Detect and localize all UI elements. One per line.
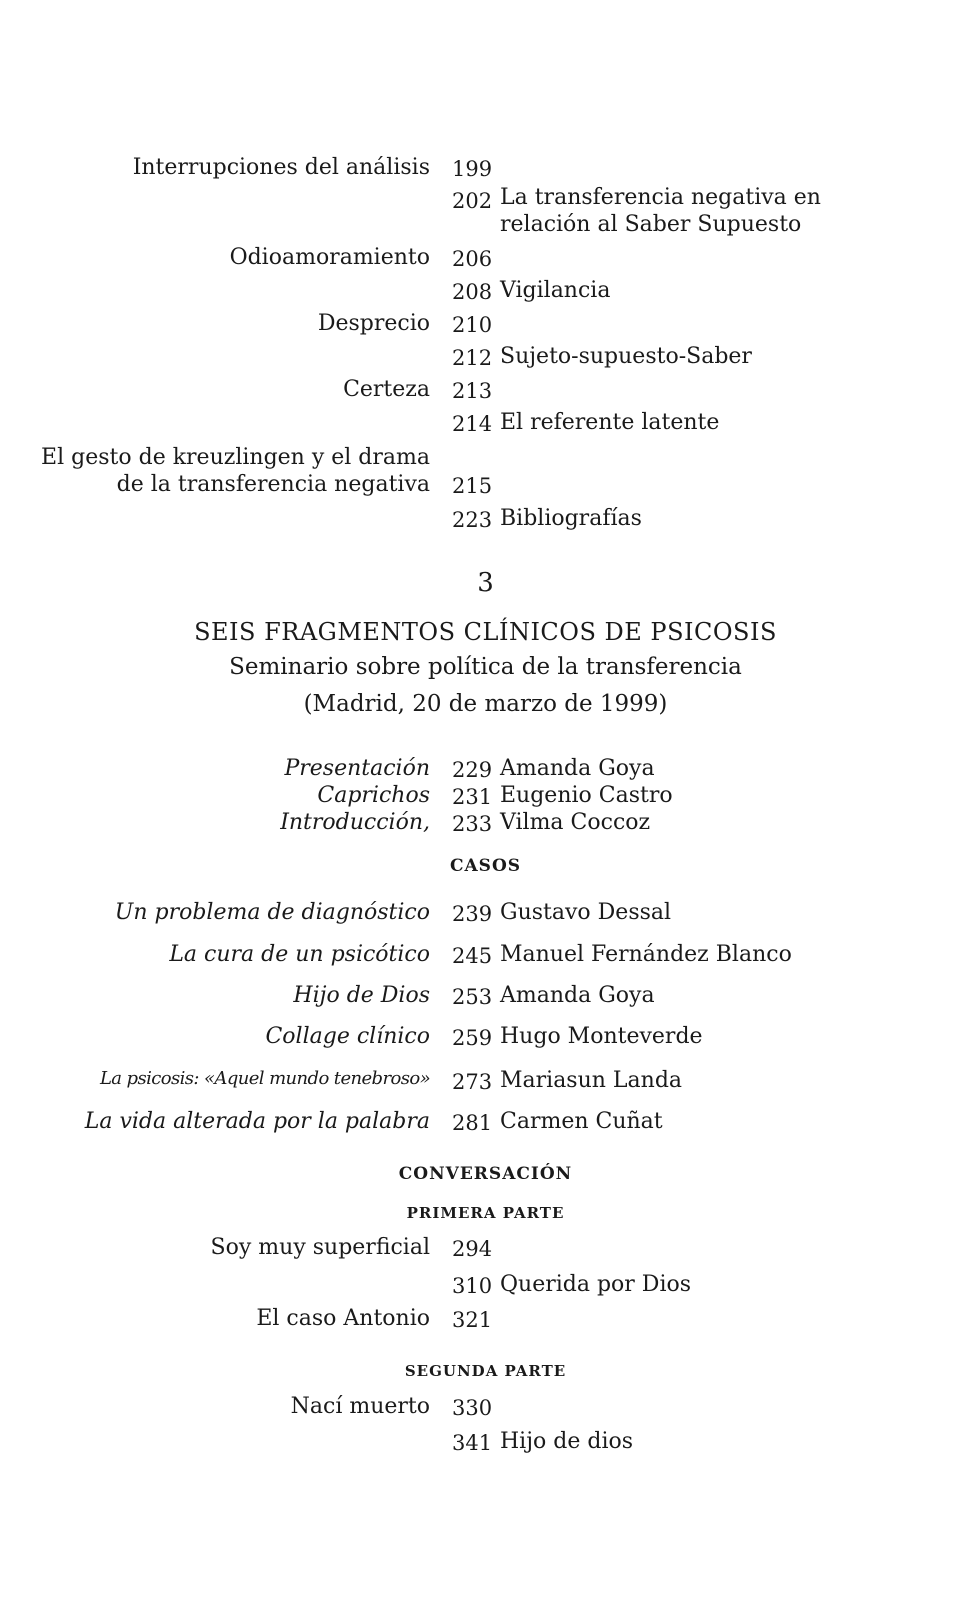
toc-page-number: 215 bbox=[452, 474, 493, 498]
toc-page-number: 341 bbox=[452, 1431, 493, 1455]
toc-page-number: 253 bbox=[452, 985, 493, 1009]
toc-page-number: 199 bbox=[452, 157, 493, 181]
toc-page-number: 310 bbox=[452, 1274, 493, 1298]
toc-page-number: 330 bbox=[452, 1396, 493, 1420]
toc-entry-title: Querida por Dios bbox=[500, 1272, 692, 1297]
subsection-heading-segunda-parte: SEGUNDA PARTE bbox=[404, 1362, 567, 1380]
toc-entry-title: La psicosis: «Aquel mundo tenebroso» bbox=[99, 1068, 430, 1089]
toc-entry-title: La transferencia negativa en relación al Saber Supuesto bbox=[500, 185, 821, 237]
toc-entry-title: La vida alterada por la palabra bbox=[84, 1109, 430, 1134]
toc-entry-author: Amanda Goya bbox=[500, 983, 655, 1008]
toc-entry-title: Caprichos bbox=[317, 783, 430, 808]
toc-page-number: 202 bbox=[452, 189, 493, 213]
toc-entry-author: Mariasun Landa bbox=[500, 1068, 683, 1093]
toc-entry-title: Collage clínico bbox=[265, 1024, 430, 1049]
toc-entry-author: Gustavo Dessal bbox=[500, 900, 672, 925]
toc-entry-author: Hugo Monteverde bbox=[500, 1024, 703, 1049]
toc-page-number: 223 bbox=[452, 508, 493, 532]
toc-entry-title: El referente latente bbox=[500, 410, 720, 435]
toc-entry-title: Nací muerto bbox=[290, 1394, 430, 1419]
toc-page-number: 281 bbox=[452, 1111, 493, 1135]
toc-page-number: 210 bbox=[452, 313, 493, 337]
subsection-heading-conversacion: CONVERSACIÓN bbox=[398, 1164, 573, 1184]
toc-entry-author: Eugenio Castro bbox=[500, 783, 673, 808]
subsection-heading-casos: CASOS bbox=[449, 856, 522, 876]
section-title: SEIS FRAGMENTOS CLÍNICOS DE PSICOSIS bbox=[194, 618, 777, 646]
toc-entry-title: Vigilancia bbox=[500, 278, 611, 303]
toc-page-number: 233 bbox=[452, 812, 493, 836]
toc-entry-author: Carmen Cuñat bbox=[500, 1109, 663, 1134]
toc-page-number: 212 bbox=[452, 346, 493, 370]
toc-entry-author: Vilma Coccoz bbox=[500, 810, 651, 835]
toc-page-number: 294 bbox=[452, 1237, 493, 1261]
toc-entry-title: Interrupciones del análisis bbox=[132, 155, 430, 180]
toc-entry-title: El gesto de kreuzlingen y el drama de la transferencia negativa bbox=[41, 445, 430, 497]
toc-entry-author: Manuel Fernández Blanco bbox=[500, 942, 792, 967]
toc-entry-title: Introducción, bbox=[280, 810, 430, 835]
toc-page-number: 273 bbox=[452, 1070, 493, 1094]
toc-entry-title: Soy muy superficial bbox=[210, 1235, 430, 1260]
toc-entry-title: La cura de un psicótico bbox=[169, 942, 430, 967]
toc-page-number: 259 bbox=[452, 1026, 493, 1050]
subsection-heading-primera-parte: PRIMERA PARTE bbox=[406, 1204, 565, 1222]
toc-page-number: 213 bbox=[452, 379, 493, 403]
toc-entry-title: Odioamoramiento bbox=[229, 245, 430, 270]
toc-page-number: 229 bbox=[452, 758, 493, 782]
toc-page-number: 321 bbox=[452, 1308, 493, 1332]
section-subtitle: Seminario sobre política de la transferencia bbox=[229, 654, 742, 680]
toc-entry-title: Bibliografías bbox=[500, 506, 642, 531]
toc-page-number: 231 bbox=[452, 785, 493, 809]
section-number: 3 bbox=[477, 568, 494, 598]
toc-page-number: 206 bbox=[452, 247, 493, 271]
section-place-date: (Madrid, 20 de marzo de 1999) bbox=[303, 691, 668, 717]
toc-entry-title: Sujeto-supuesto-Saber bbox=[500, 344, 752, 369]
toc-entry-title: Presentación bbox=[284, 756, 430, 781]
toc-entry-title: El caso Antonio bbox=[256, 1306, 430, 1331]
toc-page-number: 239 bbox=[452, 902, 493, 926]
toc-entry-title: Certeza bbox=[343, 377, 430, 402]
toc-entry-author: Amanda Goya bbox=[500, 756, 655, 781]
toc-entry-title: Hijo de Dios bbox=[293, 983, 430, 1008]
toc-page-number: 245 bbox=[452, 944, 493, 968]
toc-entry-title: Hijo de dios bbox=[500, 1429, 634, 1454]
toc-page-number: 214 bbox=[452, 412, 493, 436]
toc-page-number: 208 bbox=[452, 280, 493, 304]
toc-entry-title: Un problema de diagnóstico bbox=[114, 900, 430, 925]
toc-entry-title: Desprecio bbox=[317, 311, 430, 336]
